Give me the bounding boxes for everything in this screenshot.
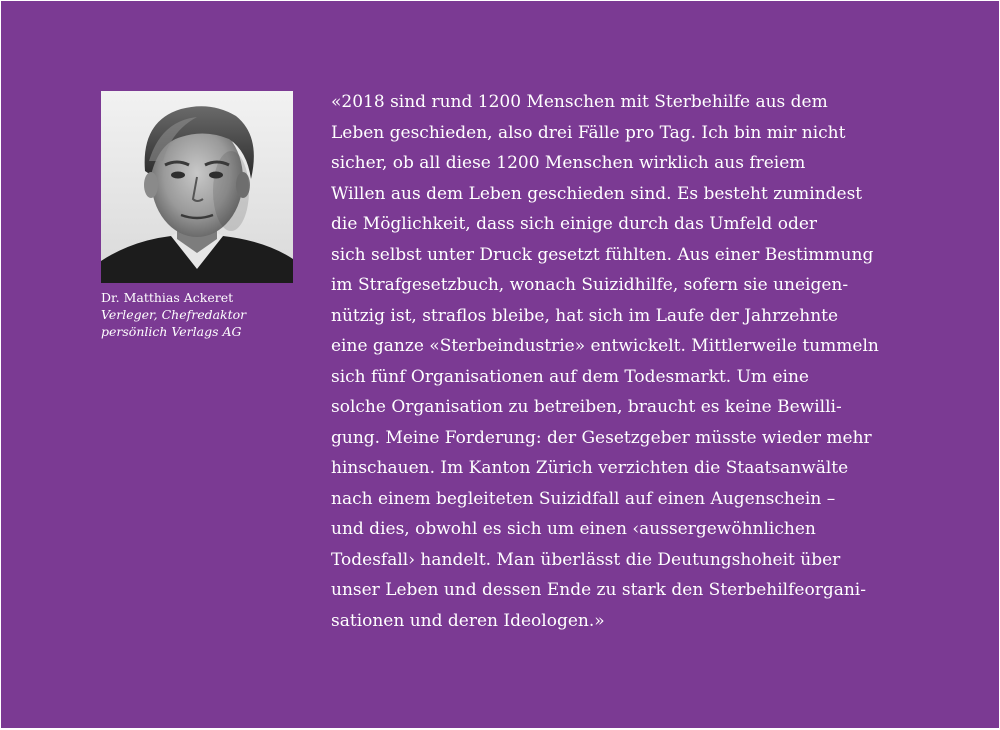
quote-line: sich selbst unter Druck gesetzt fühlten. Aus einer Bestimmung	[331, 244, 874, 265]
quote-line: Willen aus dem Leben geschieden sind. Es besteht zumindest	[331, 183, 863, 204]
quote-line: sationen und deren Ideologen.»	[331, 610, 605, 631]
author-company: persönlich Verlags AG	[101, 324, 242, 339]
author-role: Verleger, Chefredaktor	[101, 307, 247, 322]
quote-line: Todesfall› handelt. Man überlässt die Deutungshoheit über	[331, 549, 841, 570]
quote-line: hinschauen. Im Kanton Zürich verzichten die Staatsanwälte	[331, 458, 849, 478]
quote-line: nützig ist, straflos bleibe, hat sich im Laufe der Jahrzehnte	[331, 305, 839, 326]
page	[1, 1, 999, 728]
quote-line: Leben geschieden, also drei Fälle pro Tag. Ich bin mir nicht	[331, 122, 846, 143]
quote-line: solche Organisation zu betreiben, braucht es keine Bewilli-	[331, 397, 842, 417]
quote-line: unser Leben und dessen Ende zu stark den Sterbehilfeorgani-	[331, 580, 866, 600]
portrait-caption	[101, 289, 301, 340]
portrait-photo	[101, 91, 293, 283]
quote-line: eine ganze «Sterbeindustrie» entwickelt. Mittlerweile tummeln	[331, 336, 879, 356]
author-name: Dr. Matthias Ackeret	[101, 290, 234, 305]
quote-line: sicher, ob all diese 1200 Menschen wirklich aus freiem	[331, 153, 806, 173]
quote-line: sich fünf Organisationen auf dem Todesmarkt. Um eine	[331, 366, 809, 387]
quote-line: nach einem begleiteten Suizidfall auf einen Augenschein –	[331, 488, 836, 509]
quote-line: «2018 sind rund 1200 Menschen mit Sterbehilfe aus dem	[331, 92, 828, 112]
quote-line: gung. Meine Forderung: der Gesetzgeber müsste wieder mehr	[331, 427, 872, 448]
quote-line: im Strafgesetzbuch, wonach Suizidhilfe, sofern sie uneigen-	[331, 275, 849, 295]
quote-text	[331, 87, 911, 636]
quote-line: die Möglichkeit, dass sich einige durch das Umfeld oder	[331, 214, 818, 234]
quote-line: und dies, obwohl es sich um einen ‹aussergewöhnlichen	[331, 519, 816, 539]
